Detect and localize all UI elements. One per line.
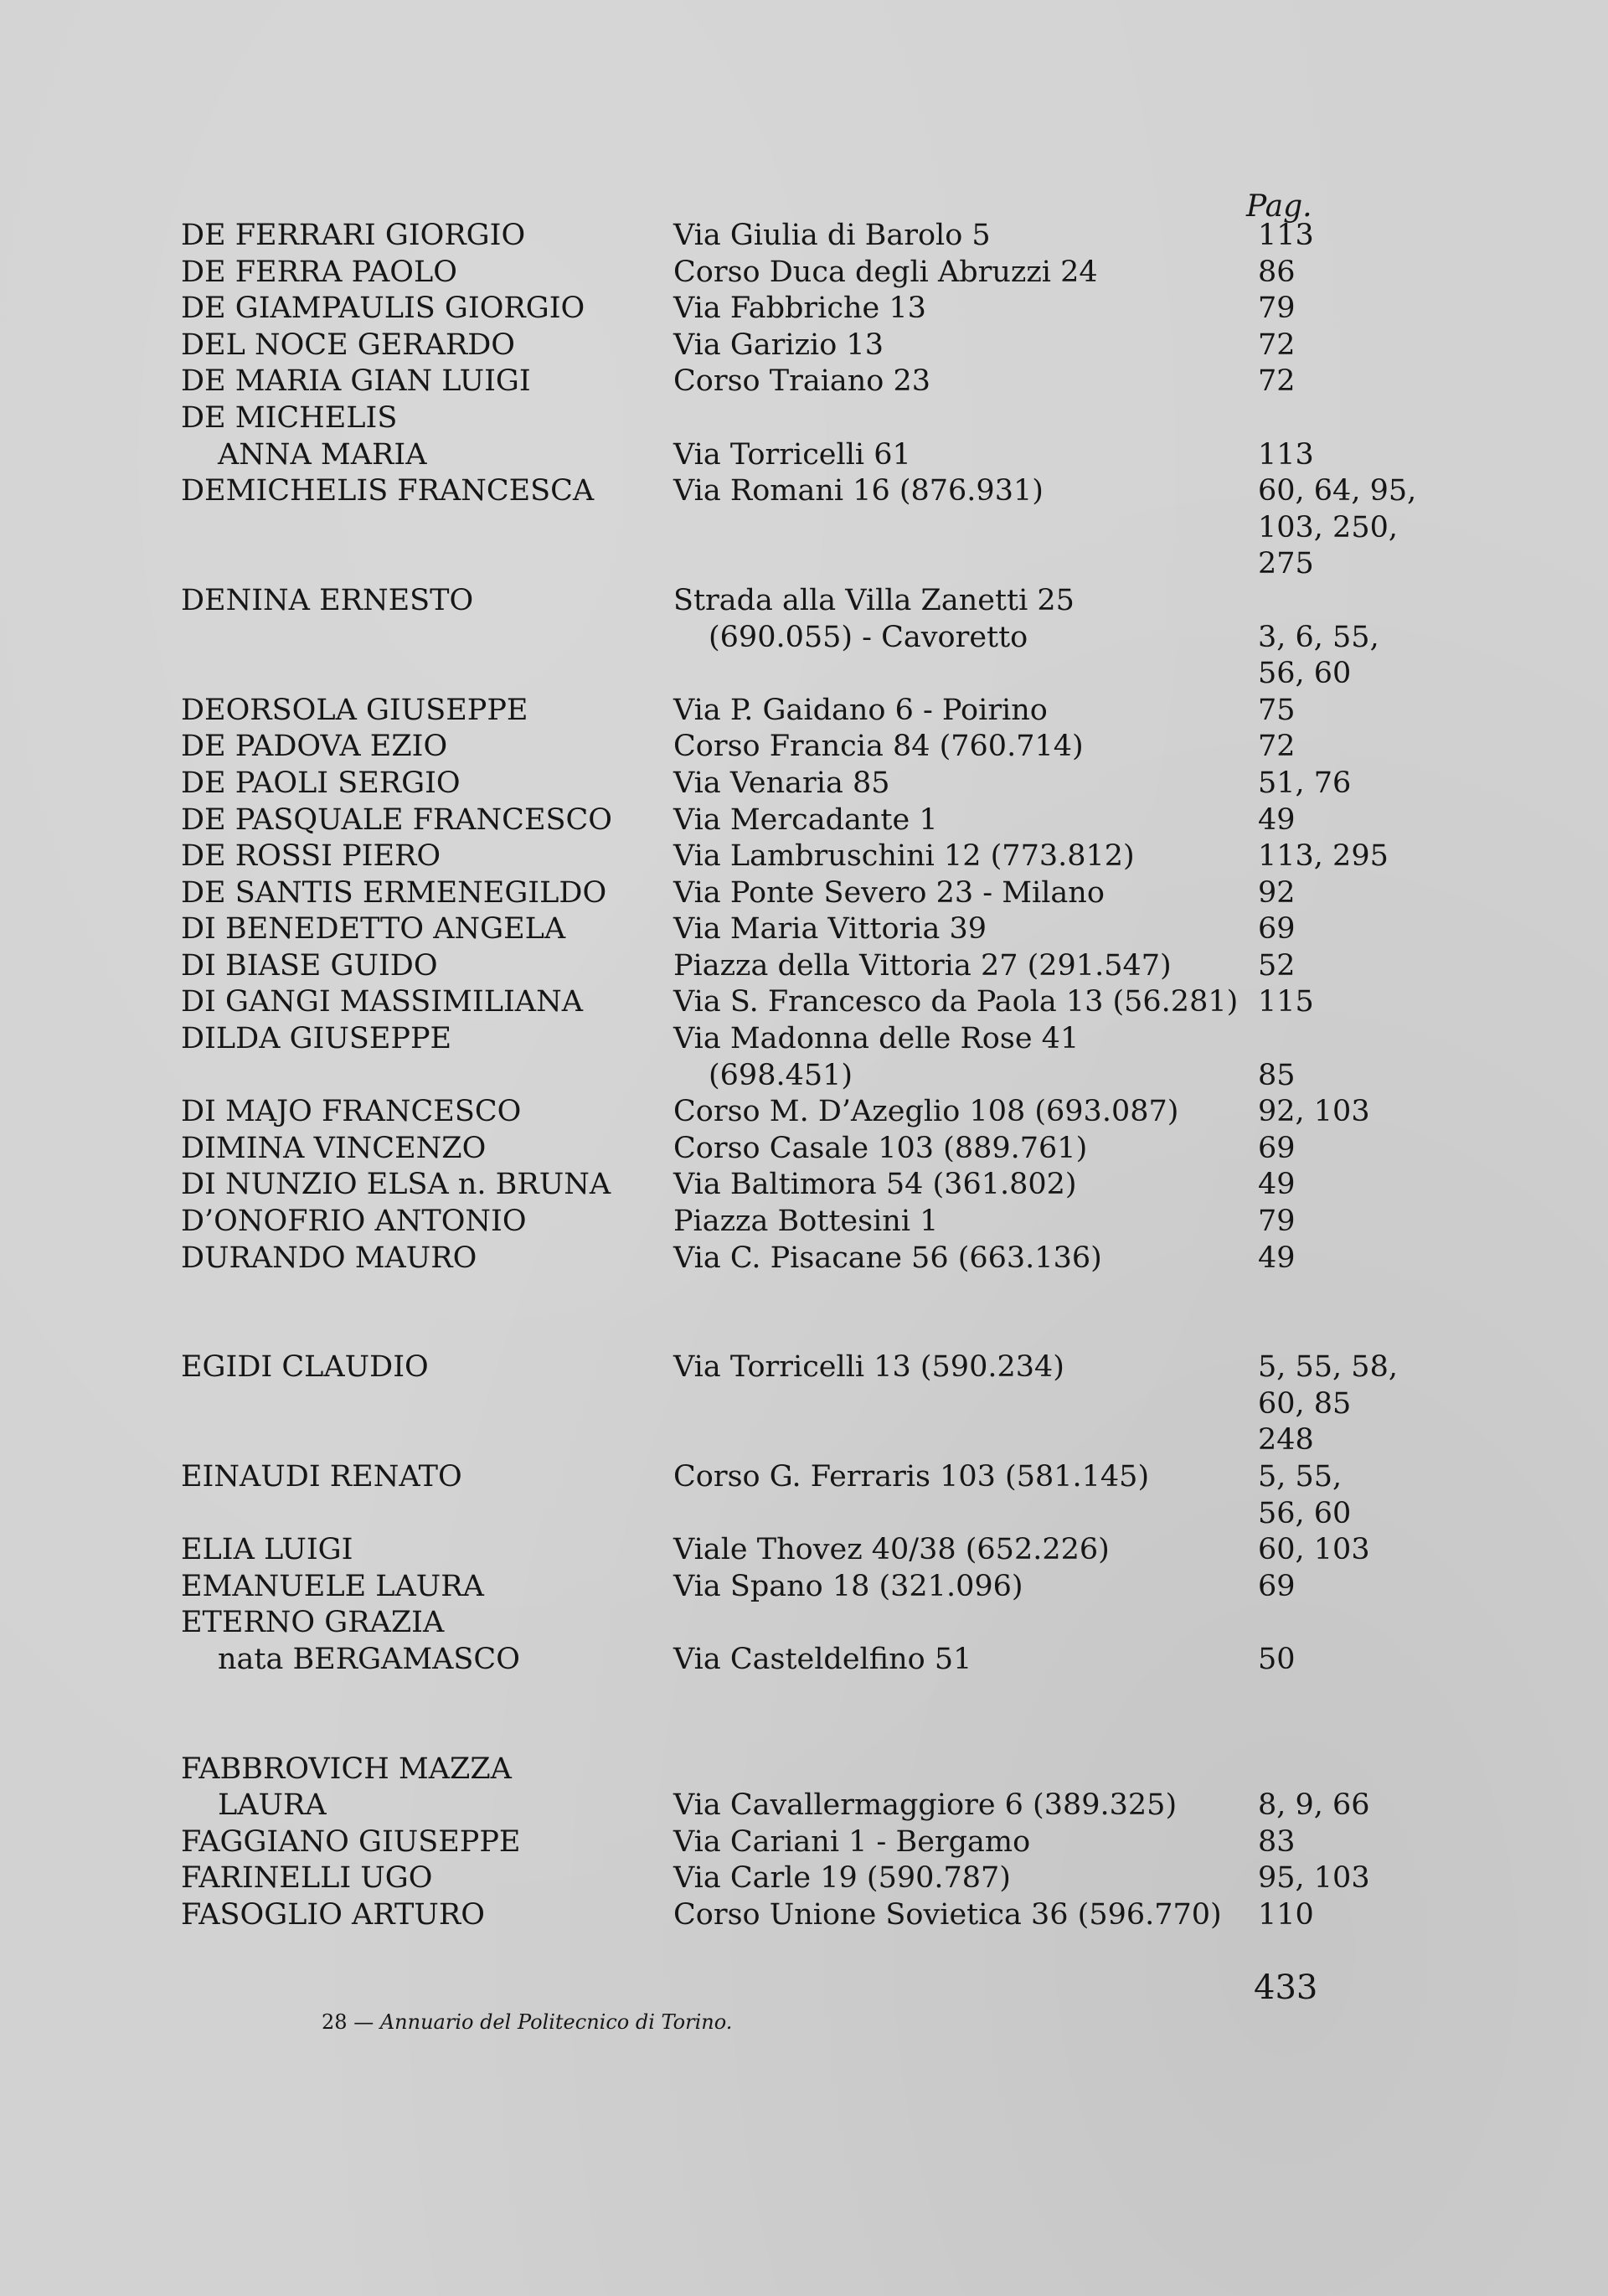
entry-pages: 3, 6, 55, bbox=[1258, 620, 1379, 654]
entry-line bbox=[181, 875, 1420, 912]
publication-title: Annuario del Politecnico di Torino. bbox=[379, 2010, 733, 2034]
entry-line bbox=[181, 1241, 1420, 1277]
entry-line bbox=[181, 948, 1420, 985]
entry-pages: 69 bbox=[1258, 1131, 1296, 1165]
entry-pages: 72 bbox=[1258, 730, 1296, 764]
entry-line bbox=[181, 1897, 1420, 1934]
directory-entry bbox=[181, 1349, 1420, 1459]
directory-entry bbox=[181, 255, 1420, 292]
entry-address: Corso Casale 103 (889.761) bbox=[673, 1131, 1088, 1165]
entry-pages: 60, 85 bbox=[1258, 1386, 1352, 1421]
entry-line bbox=[181, 364, 1420, 400]
entry-line bbox=[181, 1204, 1420, 1241]
entry-name: nata BERGAMASCO bbox=[218, 1642, 520, 1676]
entry-address: Via Madonna delle Rose 41 bbox=[673, 1022, 1080, 1056]
entry-address: Piazza della Vittoria 27 (291.547) bbox=[673, 948, 1172, 983]
page-number: 433 bbox=[1254, 1968, 1318, 2007]
entry-pages: 50 bbox=[1258, 1642, 1296, 1676]
directory-entry bbox=[181, 400, 1420, 473]
entry-pages: 60, 103 bbox=[1258, 1533, 1370, 1567]
entry-pages: 79 bbox=[1258, 1205, 1296, 1239]
entry-address: (698.451) bbox=[709, 1058, 853, 1092]
entry-pages: 69 bbox=[1258, 912, 1296, 947]
section-spacer bbox=[181, 1679, 1420, 1752]
entry-name bbox=[181, 1496, 667, 1533]
entry-name: D’ONOFRIO ANTONIO bbox=[181, 1205, 527, 1239]
entry-line bbox=[181, 1021, 1420, 1058]
entry-address bbox=[673, 1496, 1251, 1533]
entry-line bbox=[181, 1131, 1420, 1168]
entry-line bbox=[181, 473, 1420, 510]
entry-name: DI MAJO FRANCESCO bbox=[181, 1095, 522, 1129]
entry-name: FABBROVICH MAZZA bbox=[181, 1752, 512, 1786]
entry-line bbox=[181, 1349, 1420, 1386]
directory-entry bbox=[181, 838, 1420, 875]
entry-address: Via Torricelli 61 bbox=[673, 437, 911, 472]
directory-entry bbox=[181, 693, 1420, 730]
entry-name: DIMINA VINCENZO bbox=[181, 1131, 487, 1165]
entry-name: DE MICHELIS bbox=[181, 400, 398, 435]
footer-signature bbox=[322, 2010, 732, 2034]
entry-line bbox=[181, 1094, 1420, 1131]
directory-entry bbox=[181, 1897, 1420, 1934]
entry-line bbox=[181, 1788, 1420, 1824]
entry-name bbox=[181, 1058, 667, 1095]
entry-line bbox=[181, 218, 1420, 255]
entry-pages: 83 bbox=[1258, 1824, 1296, 1859]
entry-name bbox=[181, 656, 667, 693]
entry-name: DE FERRA PAOLO bbox=[181, 255, 457, 289]
entry-address: Via P. Gaidano 6 - Poirino bbox=[673, 693, 1048, 727]
entry-line bbox=[181, 510, 1420, 547]
entry-address: Via Carle 19 (590.787) bbox=[673, 1861, 1011, 1896]
directory-entry bbox=[181, 1021, 1420, 1094]
entry-name: DE FERRARI GIORGIO bbox=[181, 219, 526, 252]
entry-address: Corso Duca degli Abruzzi 24 bbox=[673, 255, 1098, 289]
directory-entry bbox=[181, 1131, 1420, 1168]
entry-name: LAURA bbox=[218, 1788, 327, 1823]
entry-address bbox=[673, 656, 1251, 693]
entry-address: Via S. Francesco da Paola 13 (56.281) bbox=[673, 985, 1239, 1019]
entry-line bbox=[181, 1642, 1420, 1679]
entry-pages: 49 bbox=[1258, 1241, 1296, 1275]
entry-pages: 75 bbox=[1258, 693, 1296, 727]
entry-pages: 85 bbox=[1258, 1058, 1296, 1092]
entry-line bbox=[181, 766, 1420, 802]
entry-address bbox=[673, 400, 1251, 437]
entry-pages bbox=[1258, 1752, 1417, 1788]
entry-address bbox=[673, 1605, 1251, 1642]
entry-address: Via C. Pisacane 56 (663.136) bbox=[673, 1241, 1102, 1275]
entry-name: DEL NOCE GERARDO bbox=[181, 328, 515, 362]
entry-name: DE SANTIS ERMENEGILDO bbox=[181, 875, 607, 910]
entry-pages: 5, 55, 58, bbox=[1258, 1350, 1398, 1385]
entry-name: DURANDO MAURO bbox=[181, 1241, 477, 1275]
entry-name bbox=[181, 620, 667, 657]
directory-list bbox=[181, 218, 1420, 1934]
entry-address: Via Torricelli 13 (590.234) bbox=[673, 1350, 1064, 1385]
entry-address: Via Baltimora 54 (361.802) bbox=[673, 1168, 1077, 1202]
entry-line bbox=[181, 693, 1420, 730]
entry-pages: 72 bbox=[1258, 328, 1296, 362]
entry-name: DE PADOVA EZIO bbox=[181, 730, 448, 764]
entry-pages: 103, 250, bbox=[1258, 510, 1398, 544]
entry-line bbox=[181, 1824, 1420, 1861]
entry-name bbox=[181, 1422, 667, 1459]
entry-address: (690.055) - Cavoretto bbox=[709, 620, 1028, 654]
directory-entry bbox=[181, 802, 1420, 839]
directory-entry bbox=[181, 911, 1420, 948]
entry-pages: 113 bbox=[1258, 219, 1314, 252]
entry-address: Corso Traiano 23 bbox=[673, 364, 931, 399]
entry-pages: 110 bbox=[1258, 1897, 1314, 1932]
entry-pages: 92, 103 bbox=[1258, 1095, 1370, 1129]
entry-address: Viale Thovez 40/38 (652.226) bbox=[673, 1533, 1110, 1567]
entry-name: DI BENEDETTO ANGELA bbox=[181, 912, 566, 947]
entry-pages: 72 bbox=[1258, 364, 1296, 399]
entry-line bbox=[181, 911, 1420, 948]
entry-address: Via Mercadante 1 bbox=[673, 802, 938, 837]
directory-entry bbox=[181, 1459, 1420, 1532]
entry-name: ELIA LUIGI bbox=[181, 1533, 353, 1567]
entry-address: Corso Francia 84 (760.714) bbox=[673, 730, 1084, 764]
entry-pages: 69 bbox=[1258, 1569, 1296, 1603]
entry-line bbox=[181, 656, 1420, 693]
directory-entry bbox=[181, 948, 1420, 985]
entry-address: Via Venaria 85 bbox=[673, 766, 890, 800]
entry-line bbox=[181, 400, 1420, 437]
entry-pages: 275 bbox=[1258, 547, 1314, 581]
directory-entry bbox=[181, 1167, 1420, 1204]
entry-name: ETERNO GRAZIA bbox=[181, 1606, 445, 1640]
entry-pages bbox=[1258, 1605, 1417, 1642]
entry-name: ANNA MARIA bbox=[218, 437, 427, 472]
directory-entry bbox=[181, 218, 1420, 255]
entry-address: Via Cavallermaggiore 6 (389.325) bbox=[673, 1788, 1178, 1823]
directory-entry bbox=[181, 729, 1420, 766]
entry-line bbox=[181, 802, 1420, 839]
entry-pages: 113, 295 bbox=[1258, 839, 1389, 874]
directory-entry bbox=[181, 364, 1420, 400]
entry-name: DE MARIA GIAN LUIGI bbox=[181, 364, 531, 399]
entry-line bbox=[181, 1860, 1420, 1897]
entry-pages: 51, 76 bbox=[1258, 766, 1352, 800]
entry-pages: 115 bbox=[1258, 985, 1314, 1019]
directory-entry bbox=[181, 473, 1420, 583]
entry-line bbox=[181, 1496, 1420, 1533]
entry-address bbox=[673, 1422, 1251, 1459]
directory-entry bbox=[181, 583, 1420, 693]
entry-pages: 49 bbox=[1258, 1168, 1296, 1202]
entry-line bbox=[181, 1459, 1420, 1496]
entry-line bbox=[181, 984, 1420, 1021]
entry-name: FARINELLI UGO bbox=[181, 1861, 433, 1896]
entry-line bbox=[181, 255, 1420, 292]
directory-entry bbox=[181, 1860, 1420, 1897]
entry-name bbox=[181, 546, 667, 583]
entry-name: DE GIAMPAULIS GIORGIO bbox=[181, 292, 585, 326]
entry-name: FAGGIANO GIUSEPPE bbox=[181, 1824, 521, 1859]
entry-name: DE PAOLI SERGIO bbox=[181, 766, 461, 800]
signature-number: 28 bbox=[322, 2010, 348, 2034]
entry-line bbox=[181, 1605, 1420, 1642]
directory-entry bbox=[181, 984, 1420, 1021]
section-spacer bbox=[181, 1277, 1420, 1349]
entry-name: FASOGLIO ARTURO bbox=[181, 1897, 485, 1932]
entry-line bbox=[181, 1386, 1420, 1423]
entry-name bbox=[181, 510, 667, 547]
entry-name: EMANUELE LAURA bbox=[181, 1569, 484, 1603]
directory-entry bbox=[181, 1204, 1420, 1241]
entry-pages: 8, 9, 66 bbox=[1258, 1788, 1370, 1823]
entry-address: Via Spano 18 (321.096) bbox=[673, 1569, 1023, 1603]
entry-name: DI BIASE GUIDO bbox=[181, 948, 438, 983]
entry-line bbox=[181, 328, 1420, 364]
entry-line bbox=[181, 620, 1420, 657]
entry-address: Via Garizio 13 bbox=[673, 328, 884, 362]
entry-line bbox=[181, 546, 1420, 583]
directory-entry bbox=[181, 328, 1420, 364]
entry-pages bbox=[1258, 400, 1417, 437]
entry-pages bbox=[1258, 583, 1417, 620]
entry-line bbox=[181, 1752, 1420, 1788]
entry-address: Via Cariani 1 - Bergamo bbox=[673, 1824, 1031, 1859]
entry-address: Via Maria Vittoria 39 bbox=[673, 912, 987, 947]
entry-name: DE ROSSI PIERO bbox=[181, 839, 441, 874]
entry-name: DI GANGI MASSIMILIANA bbox=[181, 985, 583, 1019]
entry-pages: 60, 64, 95, bbox=[1258, 474, 1417, 508]
entry-pages bbox=[1258, 1021, 1417, 1058]
entry-line bbox=[181, 1569, 1420, 1606]
entry-pages: 49 bbox=[1258, 802, 1296, 837]
entry-pages: 5, 55, bbox=[1258, 1460, 1343, 1494]
entry-line bbox=[181, 583, 1420, 620]
entry-address: Corso Unione Sovietica 36 (596.770) bbox=[673, 1897, 1222, 1932]
entry-name: EINAUDI RENATO bbox=[181, 1460, 462, 1494]
entry-pages: 92 bbox=[1258, 875, 1296, 910]
entry-line bbox=[181, 1167, 1420, 1204]
entry-line bbox=[181, 1532, 1420, 1569]
entry-pages: 86 bbox=[1258, 255, 1296, 289]
entry-pages: 248 bbox=[1258, 1423, 1314, 1458]
directory-entry bbox=[181, 291, 1420, 328]
directory-entry bbox=[181, 1241, 1420, 1277]
entry-name: DEMICHELIS FRANCESCA bbox=[181, 474, 595, 508]
entry-address bbox=[673, 1752, 1251, 1788]
directory-entry bbox=[181, 1532, 1420, 1569]
entry-name: DILDA GIUSEPPE bbox=[181, 1022, 452, 1056]
entry-name: DEORSOLA GIUSEPPE bbox=[181, 693, 528, 727]
directory-entry bbox=[181, 1569, 1420, 1606]
entry-address: Piazza Bottesini 1 bbox=[673, 1205, 939, 1239]
entry-line bbox=[181, 838, 1420, 875]
entry-pages: 52 bbox=[1258, 948, 1296, 983]
entry-name: EGIDI CLAUDIO bbox=[181, 1350, 429, 1385]
directory-entry bbox=[181, 766, 1420, 802]
entry-pages: 56, 60 bbox=[1258, 1496, 1352, 1530]
entry-address: Via Casteldelfino 51 bbox=[673, 1642, 972, 1676]
pages-column-header: Pag. bbox=[1246, 189, 1312, 224]
entry-line bbox=[181, 1058, 1420, 1095]
directory-entry bbox=[181, 1094, 1420, 1131]
directory-entry bbox=[181, 1752, 1420, 1824]
entry-pages: 56, 60 bbox=[1258, 657, 1352, 691]
entry-address: Via Fabbriche 13 bbox=[673, 292, 926, 326]
entry-name bbox=[181, 1386, 667, 1423]
entry-address: Strada alla Villa Zanetti 25 bbox=[673, 583, 1075, 617]
entry-pages: 113 bbox=[1258, 437, 1314, 472]
entry-address bbox=[673, 1386, 1251, 1423]
entry-line bbox=[181, 1422, 1420, 1459]
entry-address bbox=[673, 510, 1251, 547]
directory-entry bbox=[181, 875, 1420, 912]
entry-name: DENINA ERNESTO bbox=[181, 583, 474, 617]
entry-line bbox=[181, 729, 1420, 766]
entry-pages: 95, 103 bbox=[1258, 1861, 1370, 1896]
entry-address: Via Giulia di Barolo 5 bbox=[673, 219, 991, 252]
entry-address: Via Lambruschini 12 (773.812) bbox=[673, 839, 1135, 874]
entry-address: Corso G. Ferraris 103 (581.145) bbox=[673, 1460, 1150, 1494]
entry-name: DI NUNZIO ELSA n. BRUNA bbox=[181, 1168, 611, 1202]
entry-address: Via Romani 16 (876.931) bbox=[673, 474, 1044, 508]
signature-dash: — bbox=[353, 2010, 374, 2034]
entry-line bbox=[181, 437, 1420, 474]
directory-entry bbox=[181, 1605, 1420, 1678]
entry-address bbox=[673, 546, 1251, 583]
entry-name: DE PASQUALE FRANCESCO bbox=[181, 802, 612, 837]
directory-entry bbox=[181, 1824, 1420, 1861]
entry-pages: 79 bbox=[1258, 292, 1296, 326]
entry-line bbox=[181, 291, 1420, 328]
entry-address: Corso M. D’Azeglio 108 (693.087) bbox=[673, 1095, 1179, 1129]
entry-address: Via Ponte Severo 23 - Milano bbox=[673, 875, 1105, 910]
